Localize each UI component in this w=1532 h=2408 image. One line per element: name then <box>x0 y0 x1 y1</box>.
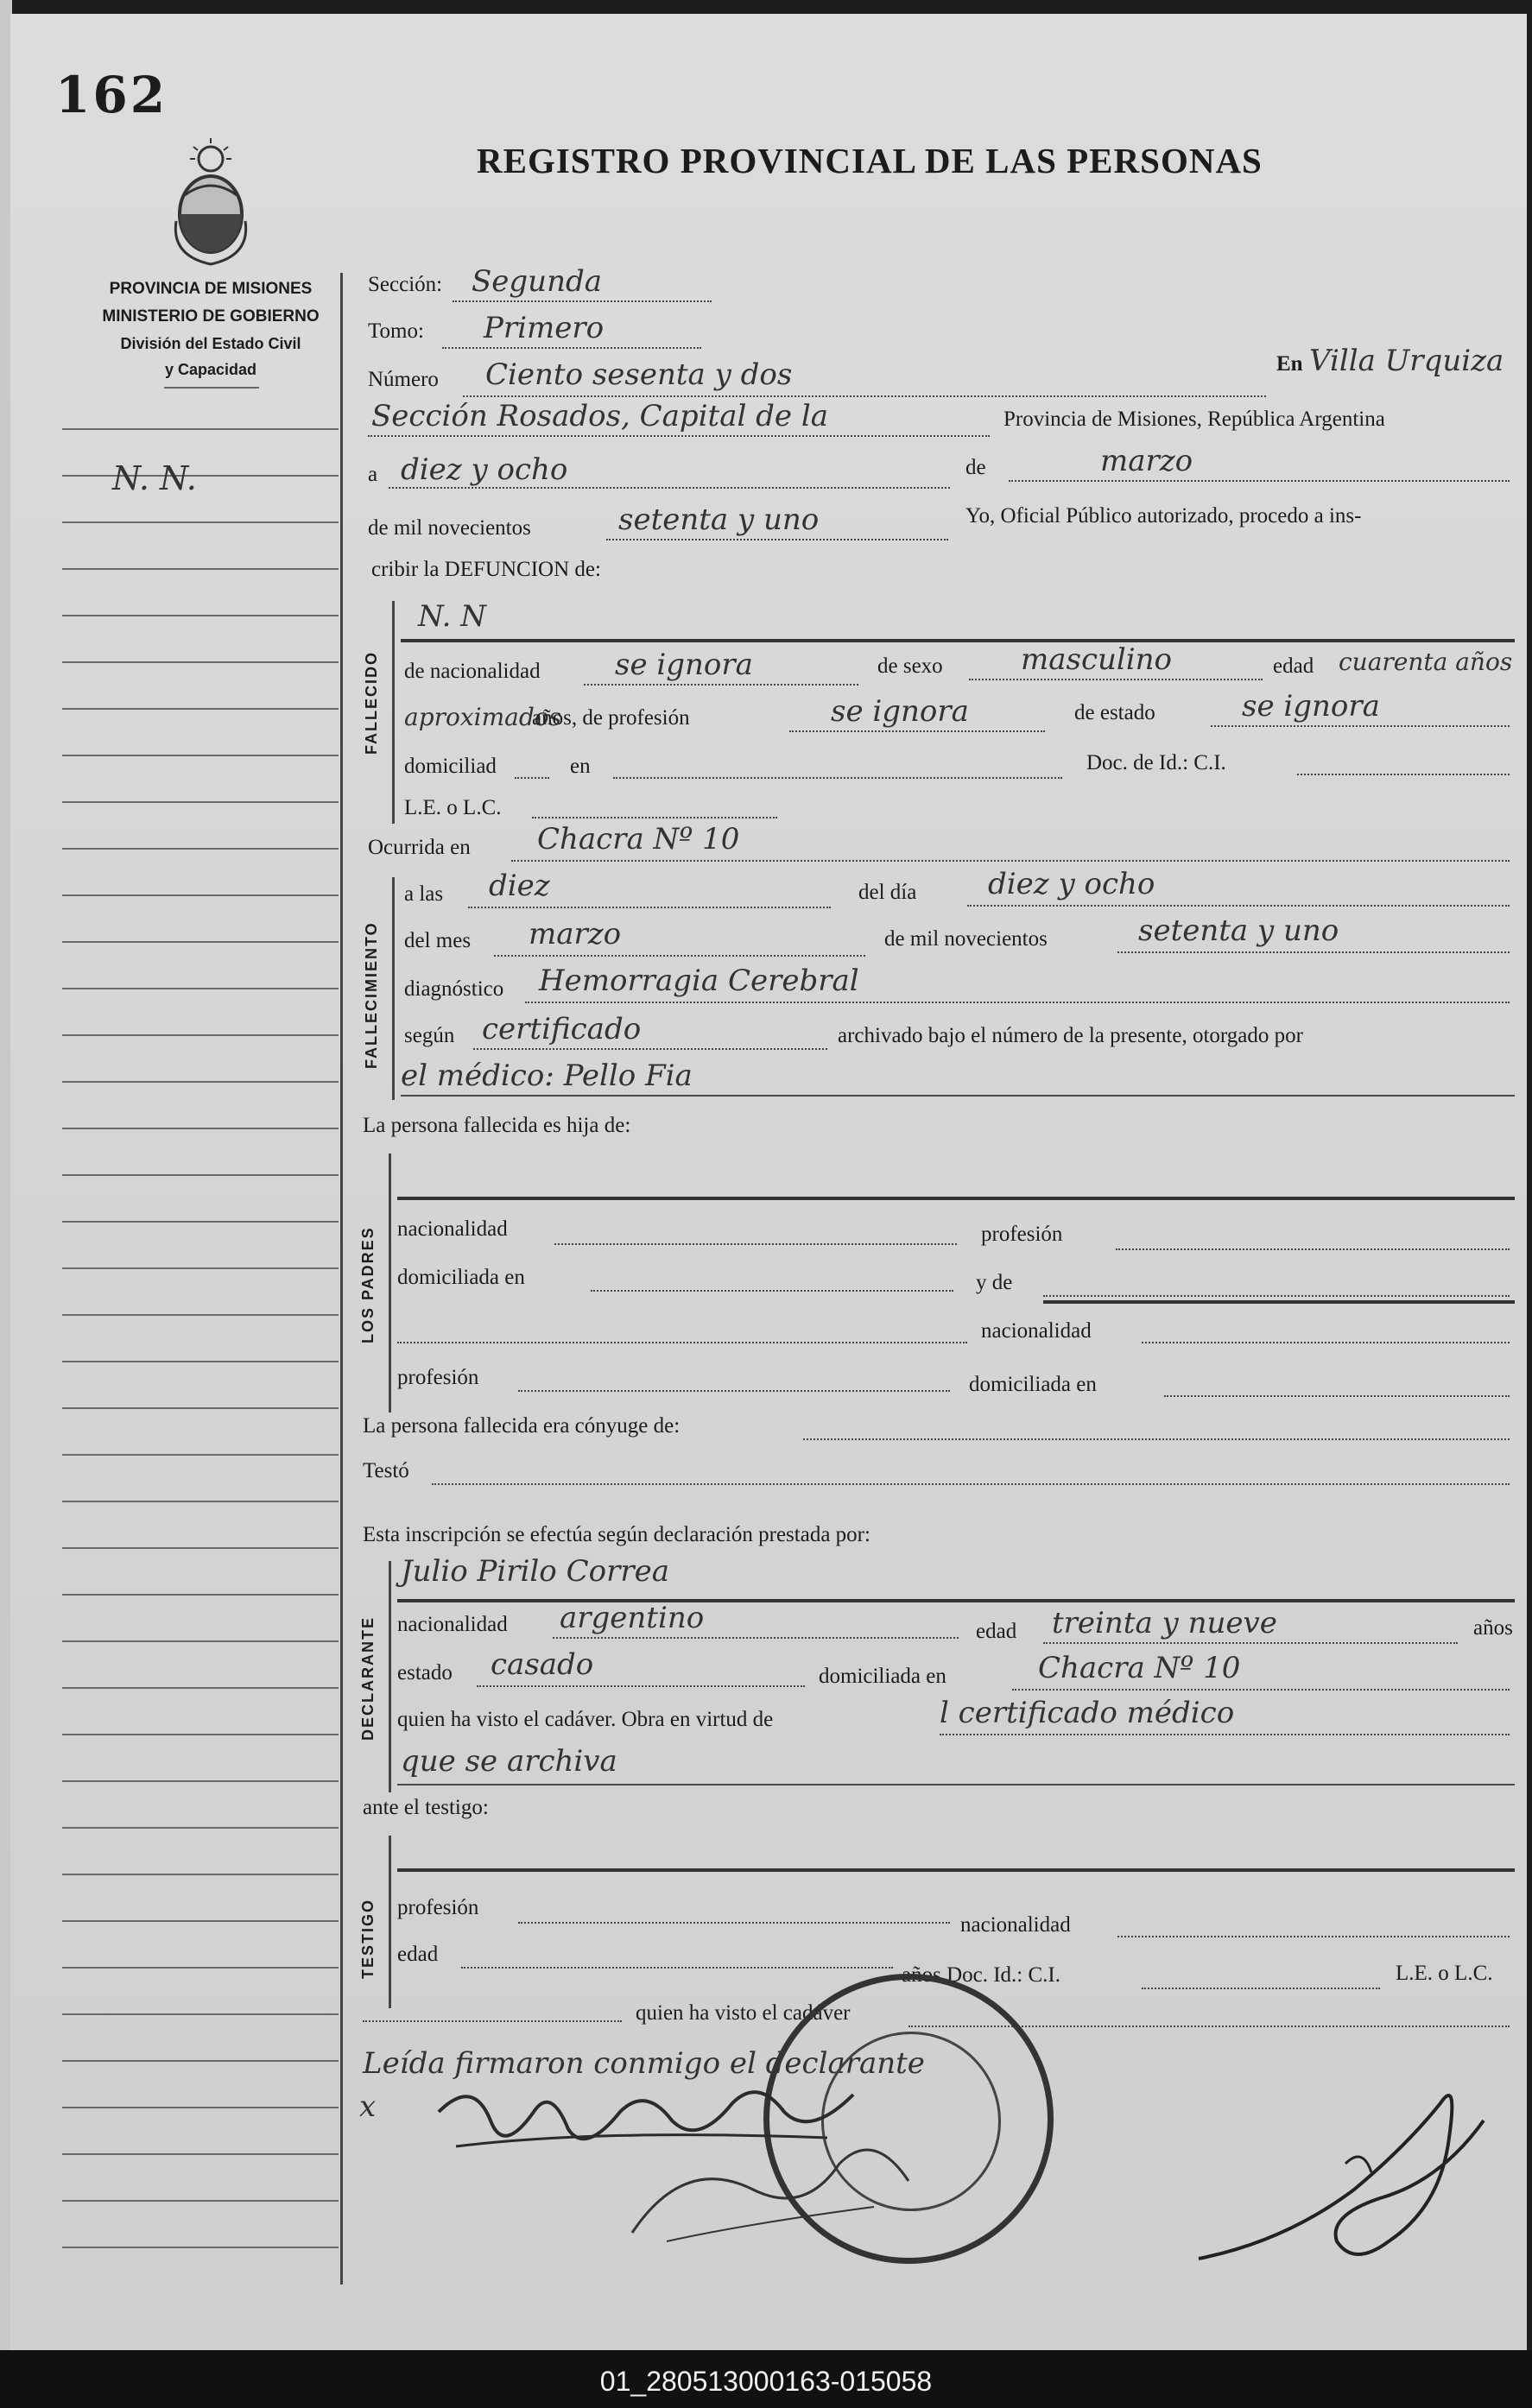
dia-value: diez y ocho <box>988 867 1155 901</box>
padres-profesion2-label: profesión <box>397 1366 479 1389</box>
margin-rule-line <box>62 2247 339 2248</box>
alas-value: diez <box>489 869 550 903</box>
padres-profesion-label: profesión <box>981 1223 1063 1246</box>
margin-rule-line <box>62 1734 339 1735</box>
padres-domiciliada2-label: domiciliada en <box>969 1373 1097 1396</box>
seccion-label: Sección: <box>368 273 443 296</box>
official-signature-left <box>615 2120 943 2259</box>
folio-number: 162 <box>55 66 168 124</box>
leida-firmaron-text: Leída firmaron conmigo el declarante <box>363 2046 925 2081</box>
margin-rule-line <box>62 941 339 943</box>
testigo-bracket <box>389 1836 391 2008</box>
fallecido-bracket <box>392 601 395 824</box>
nacionalidad-value: se ignora <box>615 648 753 682</box>
padres-domiciliada-label: domiciliada en <box>397 1266 525 1289</box>
margin-rule-line <box>62 1221 339 1223</box>
dia-label: del día <box>858 881 917 904</box>
edad-label: edad <box>1273 654 1314 678</box>
margin-rule-line <box>62 1501 339 1502</box>
testigo-profesion-label: profesión <box>397 1896 479 1919</box>
testigo-edad-label: edad <box>397 1943 439 1966</box>
testigo-anos-label: años Doc. Id.: C.I. <box>902 1963 1060 1987</box>
inscribir-text: cribir la DEFUNCION de: <box>371 558 601 581</box>
margin-rule-line <box>62 2060 339 2062</box>
a-label: a <box>368 463 378 486</box>
margin-rule-line <box>62 1967 339 1969</box>
declarante-name: Julio Pirilo Correa <box>401 1554 669 1589</box>
testigo-side-label: TESTIGO <box>359 1898 377 1979</box>
margin-rule-line <box>62 1827 339 1829</box>
fallecimiento-bracket <box>392 877 395 1100</box>
segun-label: según <box>404 1024 455 1047</box>
margin-rule-line <box>62 1594 339 1596</box>
segun-value: certificado <box>482 1012 642 1046</box>
margin-rule-line <box>62 2013 339 2015</box>
padres-side-label: LOS PADRES <box>359 1226 377 1343</box>
margin-rule-line <box>62 894 339 896</box>
le-label: L.E. o L.C. <box>404 796 502 819</box>
margin-rule-line <box>62 1687 339 1689</box>
padres-bracket <box>389 1153 391 1413</box>
margin-rule-line <box>62 475 339 477</box>
ocurrida-value: Chacra Nº 10 <box>537 822 740 856</box>
declarante-bracket <box>389 1561 391 1792</box>
margin-rule-line <box>62 801 339 803</box>
margin-rule-line <box>62 1174 339 1176</box>
declarante-edad-label: edad <box>976 1620 1017 1643</box>
sexo-label: de sexo <box>877 654 943 678</box>
document-title: REGISTRO PROVINCIAL DE LAS PERSONAS <box>477 141 1263 180</box>
margin-rule-line <box>62 755 339 756</box>
margin-rule-line <box>62 2200 339 2202</box>
margin-rule-line <box>62 988 339 989</box>
margin-note: N. N. <box>112 459 197 497</box>
margin-rule-line <box>62 1081 339 1083</box>
declarante-nacionalidad-label: nacionalidad <box>397 1613 508 1636</box>
hija-text: La persona fallecida es hija de: <box>363 1114 631 1137</box>
margin-rule-line <box>62 1361 339 1362</box>
fallecido-name: N. N <box>418 599 486 634</box>
day-value: diez y ocho <box>401 452 568 487</box>
domicilio-label: domiciliad <box>404 755 497 778</box>
doc-label: Doc. de Id.: C.I. <box>1086 751 1226 774</box>
declarante-virtud-value: l certificado médico <box>940 1696 1235 1730</box>
conyuge-text: La persona fallecida era cónyuge de: <box>363 1414 681 1438</box>
margin-rule-line <box>62 1454 339 1456</box>
mes-label: del mes <box>404 929 472 952</box>
diagnostico-label: diagnóstico <box>404 977 504 1001</box>
margin-rule-line <box>62 568 339 570</box>
margin-rule-line <box>62 1874 339 1875</box>
padres-nacionalidad-label: nacionalidad <box>397 1217 508 1241</box>
diagnostico-value: Hemorragia Cerebral <box>539 964 859 998</box>
declarante-visto-text: quien ha visto el cadáver. Obra en virtud de <box>397 1708 774 1731</box>
office-underline <box>164 387 259 389</box>
anio-value: setenta y uno <box>1138 913 1339 948</box>
estado-value: se ignora <box>1242 689 1380 724</box>
nacionalidad-label: de nacionalidad <box>404 660 541 683</box>
office-line-4: y Capacidad <box>164 361 257 378</box>
margin-rule-line <box>62 615 339 616</box>
en-label: En <box>1276 352 1303 376</box>
declarante-nacionalidad-value: argentino <box>560 1601 705 1635</box>
official-signature-right <box>1181 2069 1510 2285</box>
tomo-label: Tomo: <box>368 319 424 343</box>
padres-nacionalidad2-label: nacionalidad <box>981 1319 1092 1343</box>
provincia-text: Provincia de Misiones, República Argentina <box>1003 408 1385 431</box>
medico-value: el médico: Pello Fia <box>401 1059 693 1093</box>
margin-rule-line <box>62 1407 339 1409</box>
anio-label: de mil novecientos <box>884 927 1048 951</box>
image-caption: 01_280513000163-015058 <box>599 2366 933 2397</box>
sexo-value: masculino <box>1021 642 1173 677</box>
margin-rule-line <box>62 1267 339 1269</box>
numero-label: Número <box>368 368 439 391</box>
estado-label: de estado <box>1074 701 1155 724</box>
declarante-anos-label: años <box>1473 1616 1513 1640</box>
margin-rule-line <box>62 1640 339 1642</box>
fallecimiento-side-label: FALLECIMIENTO <box>363 921 380 1069</box>
testo-label: Testó <box>363 1459 409 1482</box>
seccion-value: Segunda <box>472 264 603 299</box>
margin-rule-line <box>62 1128 339 1129</box>
inscripcion-text: Esta inscripción se efectúa según declaración prestada por: <box>363 1523 870 1546</box>
declarante-side-label: DECLARANTE <box>359 1616 377 1741</box>
office-line-3: División del Estado Civil <box>120 335 301 352</box>
declarante-domiciliada-value: Chacra Nº 10 <box>1038 1651 1241 1685</box>
tomo-value: Primero <box>484 311 605 345</box>
x-mark: x <box>359 2089 377 2124</box>
year-label: de mil novecientos <box>368 516 531 540</box>
margin-rule-line <box>62 2153 339 2155</box>
testigo-le-label: L.E. o L.C. <box>1396 1962 1493 1985</box>
month-value: marzo <box>1100 444 1193 478</box>
testigo-visto-text: quien ha visto el cadáver <box>636 2001 851 2025</box>
ante-text: ante el testigo: <box>363 1796 489 1819</box>
register-page <box>10 14 1527 2350</box>
profesion-value: se ignora <box>831 694 969 729</box>
numero-value: Ciento sesenta y dos <box>485 357 793 392</box>
fallecido-side-label: FALLECIDO <box>363 651 380 755</box>
margin-rule-line <box>62 521 339 523</box>
office-line-1: PROVINCIA DE MISIONES <box>109 280 313 298</box>
oficial-text: Yo, Oficial Público autorizado, procedo a ins- <box>965 504 1362 528</box>
anos-label: años, de profesión <box>532 706 690 730</box>
margin-rule-line <box>62 1034 339 1036</box>
margin-rule-line <box>62 2107 339 2108</box>
edad-value: cuarenta años <box>1339 648 1513 676</box>
aprox-value: aproximados <box>404 703 561 731</box>
office-line-2: MINISTERIO DE GOBIERNO <box>102 307 320 325</box>
margin-rule-line <box>62 1547 339 1549</box>
margin-rule-line <box>62 1314 339 1316</box>
year-value: setenta y uno <box>618 502 820 537</box>
margin-rule-line <box>62 848 339 850</box>
declarante-domiciliada-label: domiciliada en <box>819 1665 946 1688</box>
margin-rule-line <box>62 708 339 710</box>
padres-yde-label: y de <box>976 1271 1013 1294</box>
declarante-estado-value: casado <box>491 1647 594 1682</box>
declarante-estado-label: estado <box>397 1661 453 1684</box>
margin-rule-line <box>62 1780 339 1782</box>
place-value: Sección Rosados, Capital de la <box>371 399 829 433</box>
en-value: Villa Urquiza <box>1309 344 1504 378</box>
archivado-text: archivado bajo el número de la presente, otorgado por <box>838 1024 1303 1047</box>
margin-rule-line <box>62 1920 339 1922</box>
alas-label: a las <box>404 882 444 906</box>
mes-value: marzo <box>529 917 622 951</box>
margin-divider <box>340 273 343 2285</box>
declarante-archiva-value: que se archiva <box>401 1744 617 1779</box>
argentine-coat-of-arms-icon <box>168 135 254 273</box>
margin-rule-line <box>62 428 339 430</box>
declarante-edad-value: treinta y nueve <box>1052 1606 1277 1640</box>
margin-rule-line <box>62 661 339 663</box>
ocurrida-label: Ocurrida en <box>368 836 471 859</box>
domicilio-en-label: en <box>570 755 591 778</box>
testigo-nacionalidad-label: nacionalidad <box>960 1913 1071 1937</box>
de-label: de <box>965 456 986 479</box>
